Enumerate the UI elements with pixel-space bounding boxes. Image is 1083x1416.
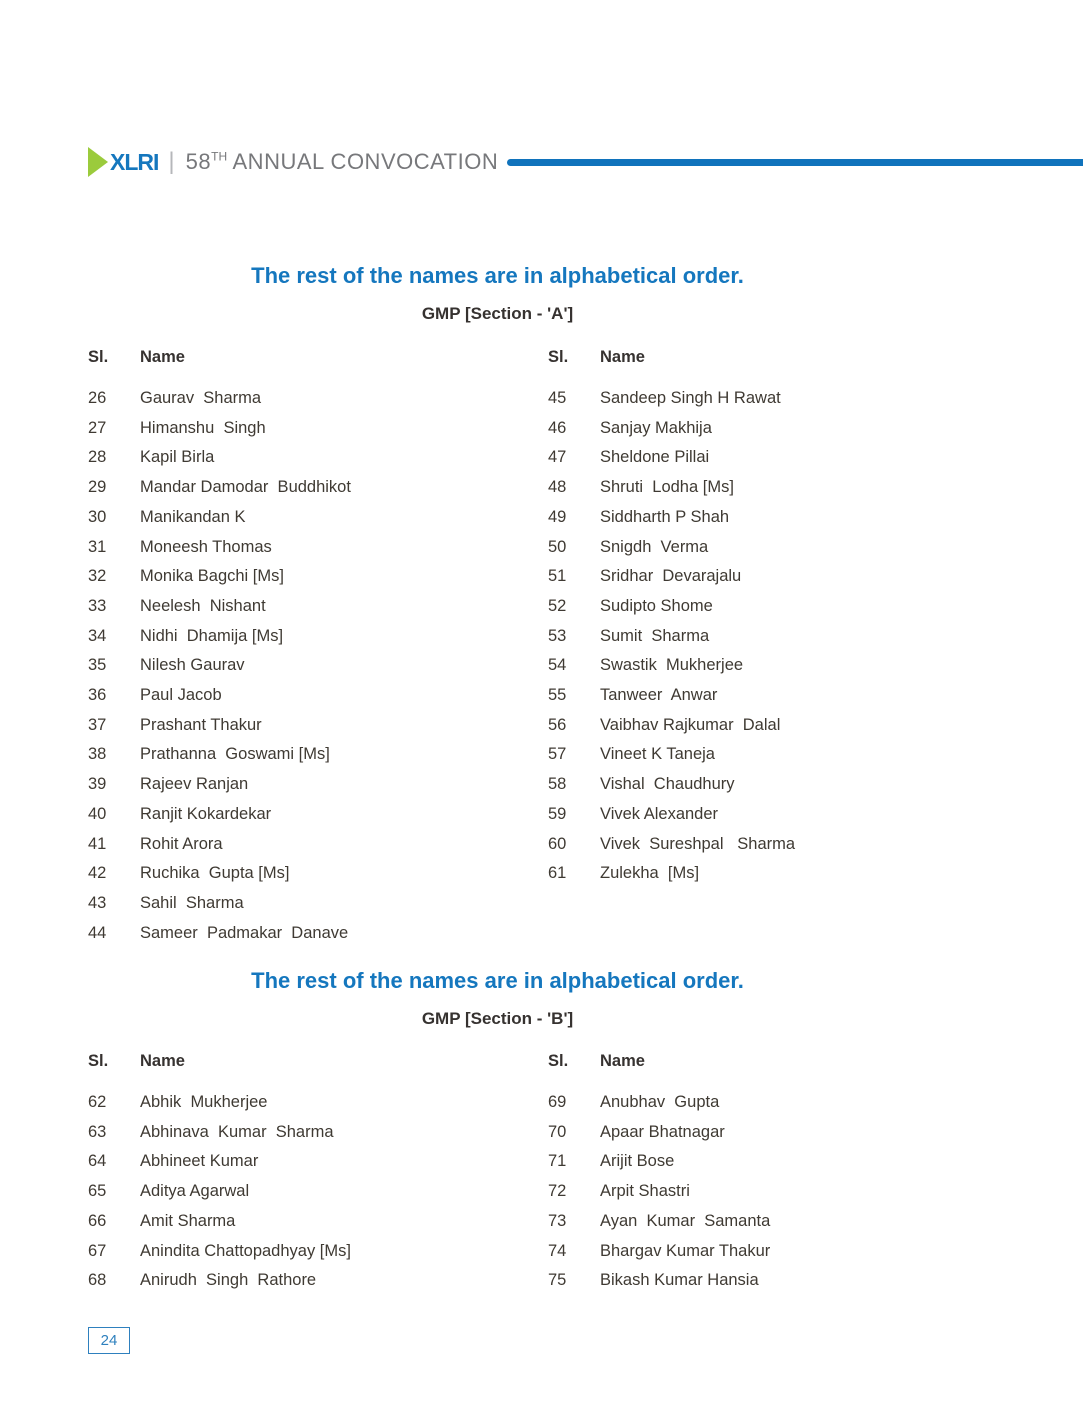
name-column-header: Name (600, 1052, 645, 1070)
table-row (548, 503, 1008, 533)
section-b-title: The rest of the names are in alphabetical order. (251, 968, 744, 993)
table-row (548, 1088, 1008, 1118)
row-name: Aditya Agarwal (140, 1182, 250, 1201)
table-row (548, 830, 1008, 860)
row-serial: 37 (88, 715, 107, 734)
table-row (88, 800, 548, 830)
row-name: Sandeep Singh H Rawat (600, 389, 781, 407)
row-serial: 50 (548, 537, 567, 556)
row-name: Rohit Arora (140, 834, 223, 853)
section-a-table-body (88, 384, 1008, 948)
section-a-table-header (88, 347, 1008, 367)
table-row (548, 473, 1008, 503)
row-name: Bikash Kumar Hansia (600, 1271, 759, 1290)
row-name: Vivek Alexander (600, 804, 719, 823)
row-serial: 39 (88, 775, 107, 794)
row-serial: 63 (88, 1122, 107, 1141)
page-header (88, 146, 1083, 178)
table-row (88, 562, 548, 592)
row-serial: 45 (548, 389, 567, 407)
row-serial: 30 (88, 507, 107, 526)
row-serial: 36 (88, 686, 107, 705)
row-serial: 31 (88, 537, 107, 556)
row-name: Moneesh Thomas (140, 537, 272, 556)
row-name: Vivek Sureshpal Sharma (600, 834, 796, 853)
row-name: Tanweer Anwar (600, 686, 718, 705)
table-row (88, 503, 548, 533)
table-row (88, 414, 548, 444)
row-name: Sumit Sharma (600, 626, 710, 645)
table-row (548, 384, 1008, 414)
table-row (548, 740, 1008, 770)
row-name: Snigdh Verma (600, 537, 709, 556)
row-name: Swastik Mukherjee (600, 656, 744, 675)
table-row (548, 533, 1008, 563)
row-serial: 29 (88, 478, 107, 497)
name-column-header: Name (600, 348, 645, 366)
header-subtitle (186, 149, 499, 175)
table-row (88, 830, 548, 860)
xlri-logo-text: XLRI (110, 148, 159, 175)
row-serial: 74 (548, 1241, 567, 1260)
column-header-row (548, 1051, 1008, 1071)
table-row (88, 384, 548, 414)
table-row (548, 592, 1008, 622)
row-name: Arpit Shastri (600, 1182, 690, 1201)
row-serial: 35 (88, 656, 107, 675)
row-serial: 75 (548, 1271, 567, 1290)
name-column-header: Name (140, 1052, 185, 1070)
row-name: Nidhi Dhamija [Ms] (140, 626, 284, 645)
row-serial: 32 (88, 567, 107, 586)
header-subtitle-rest: ANNUAL CONVOCATION (227, 149, 499, 174)
table-row (548, 1266, 1008, 1296)
row-serial: 53 (548, 626, 567, 645)
sl-column-header: Sl. (88, 1052, 109, 1070)
edition-suffix: TH (211, 149, 228, 164)
row-serial: 68 (88, 1271, 107, 1290)
row-name: Abhinava Kumar Sharma (140, 1122, 334, 1141)
table-row (88, 1177, 548, 1207)
row-name: Himanshu Singh (140, 418, 266, 437)
row-serial: 56 (548, 715, 567, 734)
row-name: Anirudh Singh Rathore (140, 1271, 317, 1290)
table-row (88, 651, 548, 681)
table-row (548, 1237, 1008, 1267)
row-name: Abhik Mukherjee (140, 1093, 268, 1111)
row-serial: 42 (88, 864, 107, 883)
row-serial: 26 (88, 389, 107, 407)
row-name: Prashant Thakur (140, 715, 262, 734)
table-row (548, 443, 1008, 473)
row-serial: 66 (88, 1211, 107, 1230)
table-row (88, 1237, 548, 1267)
row-name: Vineet K Taneja (600, 745, 715, 764)
table-row (88, 740, 548, 770)
row-name: Monika Bagchi [Ms] (140, 567, 284, 586)
table-row (88, 592, 548, 622)
table-row (548, 681, 1008, 711)
table-row (88, 711, 548, 741)
row-serial: 55 (548, 686, 567, 705)
row-serial: 44 (88, 923, 107, 942)
sl-column-header: Sl. (548, 348, 569, 366)
row-name: Mandar Damodar Buddhikot (140, 478, 351, 497)
row-name: Amit Sharma (140, 1211, 236, 1230)
row-serial: 41 (88, 834, 107, 853)
table-row (88, 622, 548, 652)
row-name: Neelesh Nishant (140, 596, 266, 615)
row-serial: 60 (548, 834, 567, 853)
row-name: Sudipto Shome (600, 596, 713, 615)
row-name: Manikandan K (140, 507, 246, 526)
table-row (548, 770, 1008, 800)
xlri-logo-arrow-icon (88, 147, 108, 177)
row-serial: 64 (88, 1152, 107, 1171)
table-row (548, 562, 1008, 592)
row-serial: 40 (88, 804, 107, 823)
row-serial: 72 (548, 1182, 567, 1201)
row-name: Rajeev Ranjan (140, 775, 249, 794)
row-serial: 54 (548, 656, 567, 675)
row-serial: 58 (548, 775, 567, 794)
row-serial: 70 (548, 1122, 567, 1141)
row-serial: 71 (548, 1152, 567, 1171)
row-serial: 27 (88, 418, 107, 437)
row-name: Vaibhav Rajkumar Dalal (600, 715, 781, 734)
table-row (88, 1207, 548, 1237)
row-name: Sahil Sharma (140, 893, 244, 912)
table-row (548, 1118, 1008, 1148)
edition-number: 58 (185, 149, 212, 174)
row-serial: 48 (548, 478, 567, 497)
table-row (548, 711, 1008, 741)
section-a-left-column (88, 384, 548, 948)
sl-column-header: Sl. (548, 1052, 569, 1070)
column-header-row (88, 1051, 548, 1071)
row-name: Gaurav Sharma (140, 389, 262, 407)
row-serial: 69 (548, 1093, 567, 1111)
row-serial: 67 (88, 1241, 107, 1260)
row-name: Sanjay Makhija (600, 418, 712, 437)
row-name: Sameer Padmakar Danave (140, 923, 349, 942)
row-name: Anubhav Gupta (600, 1093, 720, 1111)
section-b-right-column (548, 1088, 1008, 1296)
row-name: Sridhar Devarajalu (600, 567, 742, 586)
row-name: Apaar Bhatnagar (600, 1122, 725, 1141)
row-name: Vishal Chaudhury (600, 775, 735, 794)
section-b-subtitle: GMP [Section - 'B'] (421, 1009, 574, 1028)
table-row (88, 1147, 548, 1177)
row-name: Zulekha [Ms] (600, 864, 700, 883)
table-row (548, 651, 1008, 681)
table-row (88, 919, 548, 949)
row-serial: 57 (548, 745, 567, 764)
section-a-subtitle: GMP [Section - 'A'] (421, 304, 574, 323)
section-a-right-column (548, 384, 1008, 948)
table-row (88, 1088, 548, 1118)
table-row (548, 859, 1008, 889)
row-serial: 47 (548, 448, 567, 467)
page-number: 24 (100, 1332, 118, 1349)
table-row (548, 800, 1008, 830)
section-b-left-column (88, 1088, 548, 1296)
row-name: Arijit Bose (600, 1152, 675, 1171)
table-row (548, 622, 1008, 652)
row-name: Paul Jacob (140, 686, 222, 705)
table-row (548, 1147, 1008, 1177)
row-serial: 46 (548, 418, 567, 437)
row-name: Bhargav Kumar Thakur (600, 1241, 771, 1260)
section-a-title: The rest of the names are in alphabetical order. (251, 263, 744, 288)
row-serial: 34 (88, 626, 107, 645)
table-row (88, 859, 548, 889)
section-b-table-body (88, 1088, 1008, 1296)
row-serial: 61 (548, 864, 567, 883)
section-b-table-header (88, 1051, 1008, 1071)
column-header-row (548, 347, 1008, 367)
table-row (88, 1118, 548, 1148)
table-row (548, 414, 1008, 444)
row-serial: 62 (88, 1093, 107, 1111)
column-header-row (88, 347, 548, 367)
row-name: Ranjit Kokardekar (140, 804, 272, 823)
table-row (548, 1207, 1008, 1237)
row-serial: 43 (88, 893, 107, 912)
row-serial: 38 (88, 745, 107, 764)
row-serial: 52 (548, 596, 567, 615)
sl-column-header: Sl. (88, 348, 109, 366)
row-serial: 49 (548, 507, 567, 526)
table-row (88, 533, 548, 563)
row-serial: 65 (88, 1182, 107, 1201)
row-name: Anindita Chattopadhyay [Ms] (140, 1241, 351, 1260)
row-serial: 51 (548, 567, 567, 586)
row-name: Abhineet Kumar (140, 1152, 259, 1171)
table-row (88, 770, 548, 800)
row-name: Ruchika Gupta [Ms] (140, 864, 290, 883)
row-name: Nilesh Gaurav (140, 656, 245, 675)
table-row (88, 889, 548, 919)
table-row (88, 473, 548, 503)
table-row (88, 1266, 548, 1296)
header-rule (507, 159, 1083, 166)
table-row (548, 1177, 1008, 1207)
row-name: Siddharth P Shah (600, 507, 730, 526)
row-name: Kapil Birla (140, 448, 215, 467)
row-serial: 59 (548, 804, 567, 823)
row-serial: 33 (88, 596, 107, 615)
row-name: Shruti Lodha [Ms] (600, 478, 734, 497)
page-number-box (88, 1327, 130, 1354)
row-serial: 73 (548, 1211, 567, 1230)
row-serial: 28 (88, 448, 107, 467)
table-row (88, 443, 548, 473)
row-name: Ayan Kumar Samanta (600, 1211, 771, 1230)
table-row (88, 681, 548, 711)
row-name: Prathanna Goswami [Ms] (140, 745, 330, 764)
header-divider: | (168, 148, 175, 175)
row-name: Sheldone Pillai (600, 448, 710, 467)
name-column-header: Name (140, 348, 185, 366)
